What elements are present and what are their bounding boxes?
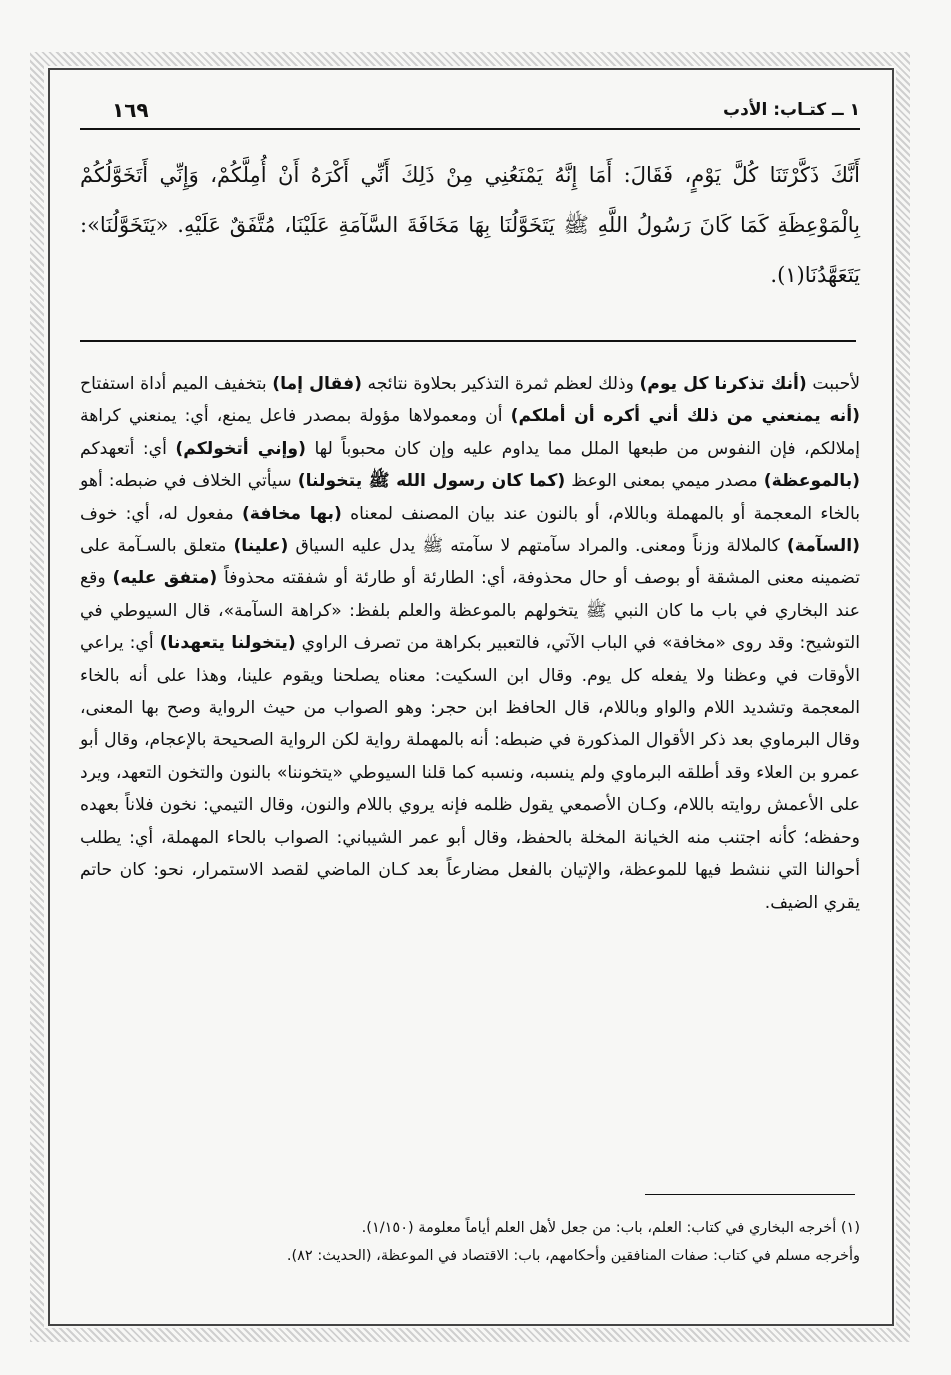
commentary-text: مفعول له، أي: خوف [80, 503, 242, 524]
quoted-lemma: (السآمة) [786, 536, 860, 557]
footnotes [80, 1214, 860, 1270]
commentary-text: أن ومعمولاها مؤولة بمصدر فاعل يمنع، أي: يمنعني كراهة إملالكم، فإن النفوس من طبعها الملل مما يداوم عليه وإن كان محبوباً لها [80, 406, 860, 459]
commentary-text: مصدر ميمي بمعنى الوعظ [565, 471, 764, 492]
quoted-lemma: (متفق عليه) [112, 568, 218, 589]
quoted-lemma: (يتخولنا يتعهدنا) [159, 633, 296, 654]
commentary-text: كالملالة وزناً ومعنى. والمراد سآمتهم لا سآمته ﷺ يدل عليه السياق [288, 536, 787, 557]
quoted-lemma: (وإني أتخولكم) [175, 438, 306, 459]
commentary-text: وذلك لعظم ثمرة التذكير بحلاوة نتائجه [361, 374, 640, 394]
commentary-text: وقع عند البخاري في باب ما كان النبي ﷺ يتخولهم بالموعظة والعلم بلفظ: «كراهة السآمة»، قال السيوطي في التوشيح: وقد روى «مخافة» في الباب الآتي، فالتعبير بكراهة من تصرف الراوي [80, 568, 860, 654]
running-title: ١ ــ كتـاب: الأدب [723, 100, 860, 120]
commentary-paragraph [80, 368, 860, 919]
quoted-lemma: (أنك تذكرنا كل يوم) [639, 374, 807, 394]
commentary-text: أي: يراعي الأوقات في وعظنا ولا يفعله كل يوم. وقال ابن السكيت: معناه يصلحنا ويقوم علينا، وهذا على أنه بالخاء المعجمة وتشديد اللام والواو وباللام، قال الحافظ ابن حجر: وهو الصواب من حيث الرواية وصح بها المعنى، وقال البرماوي بعد ذكر الأقوال المذكورة في ضبطه: أنه بالمهملة رواية لكن الرواية الصحيحة بالإعجام، وقال أبو عمرو بن العلاء وقد أطلقه البرماوي ولم ينسبه، ونسبه كما قلنا السيوطي «يتخوننا» بالنون والتخون التعهد، ويرد على الأعمش روايته باللام، وكـان الأصمعي يقول ظلمه فإنه يروي باللام والنون، وقال التيمي: نخون فلاناً بعهده وحفظه؛ كأنه اجتنب منه الخيانة المخلة بالحفظ، وقال أبو عمر الشيباني: الصواب بالحاء المهملة، أي: يطلب أحوالنا التي ننشط فيها للموعظة، والإتيان بالفعل مضارعاً بعد كـان الماضي لقصد الاستمرار، نحو: كان حاتم يقري الضيف. [80, 633, 860, 913]
commentary-text: سيأتي الخلاف في ضبطه: أهو بالخاء المعجمة أو بالمهملة وباللام، أو بالنون عند بيان المصنف لمعناه [80, 471, 860, 524]
footnote-1: (١) أخرجه البخاري في كتاب: العلم، باب: من جعل لأهل العلم أياماً معلومة (١/١٥٠). [361, 1220, 860, 1236]
commentary-text: بتخفيف الميم أداة استفتاح [80, 374, 273, 394]
commentary [80, 368, 860, 919]
text-commentary-divider [80, 340, 856, 342]
footnote-divider [645, 1194, 855, 1195]
page-header [80, 98, 860, 130]
quoted-lemma: (بالموعظة) [763, 471, 861, 492]
footnote-1-continuation: وأخرجه مسلم في كتاب: صفات المنافقين وأحكامهم، باب: الاقتصاد في الموعظة، (الحديث: ٨٢). [286, 1248, 860, 1264]
page-number: ١٦٩ [112, 98, 149, 122]
quoted-lemma: (كما كان رسول الله ﷺ يتخولنا) [297, 471, 566, 492]
commentary-text: أي: أتعهدكم [80, 438, 176, 459]
quoted-lemma: (بها مخافة) [241, 503, 342, 524]
quoted-lemma: (أنه يمنعني من ذلك أني أكره أن أملكم) [510, 406, 860, 427]
quoted-lemma: (علينا) [233, 536, 289, 557]
quoted-lemma: (فقال إما) [272, 374, 362, 394]
hadith-text: أَنَّكَ ذَكَّرْتَنَا كُلَّ يَوْمٍ، فَقَالَ: أَمَا إِنَّهُ يَمْنَعُنِي مِنْ ذَلِكَ أَنِّي أَكْرَهُ أَنْ أُمِلَّكُمْ، وَإِنِّي أَتَخَوَّلُكُمْ بِالْمَوْعِظَةِ كَمَا كَانَ رَسُولُ اللَّهِ ﷺ يَتَخَوَّلُنَا بِهَا مَخَافَةَ السَّآمَةِ عَلَيْنَا، مُتَّفَقٌ عَلَيْهِ. «يَتَخَوَّلُنَا»: يَتَعَهَّدُنَا(١). [80, 163, 860, 287]
commentary-text: متعلق بالسـآمة على تضمينه معنى المشقة أو بوصف أو حال محذوفة، أي: الطارئة أو طارئة أو شفقته محذوفاً [80, 536, 860, 589]
commentary-text: لأحببت [806, 374, 861, 394]
